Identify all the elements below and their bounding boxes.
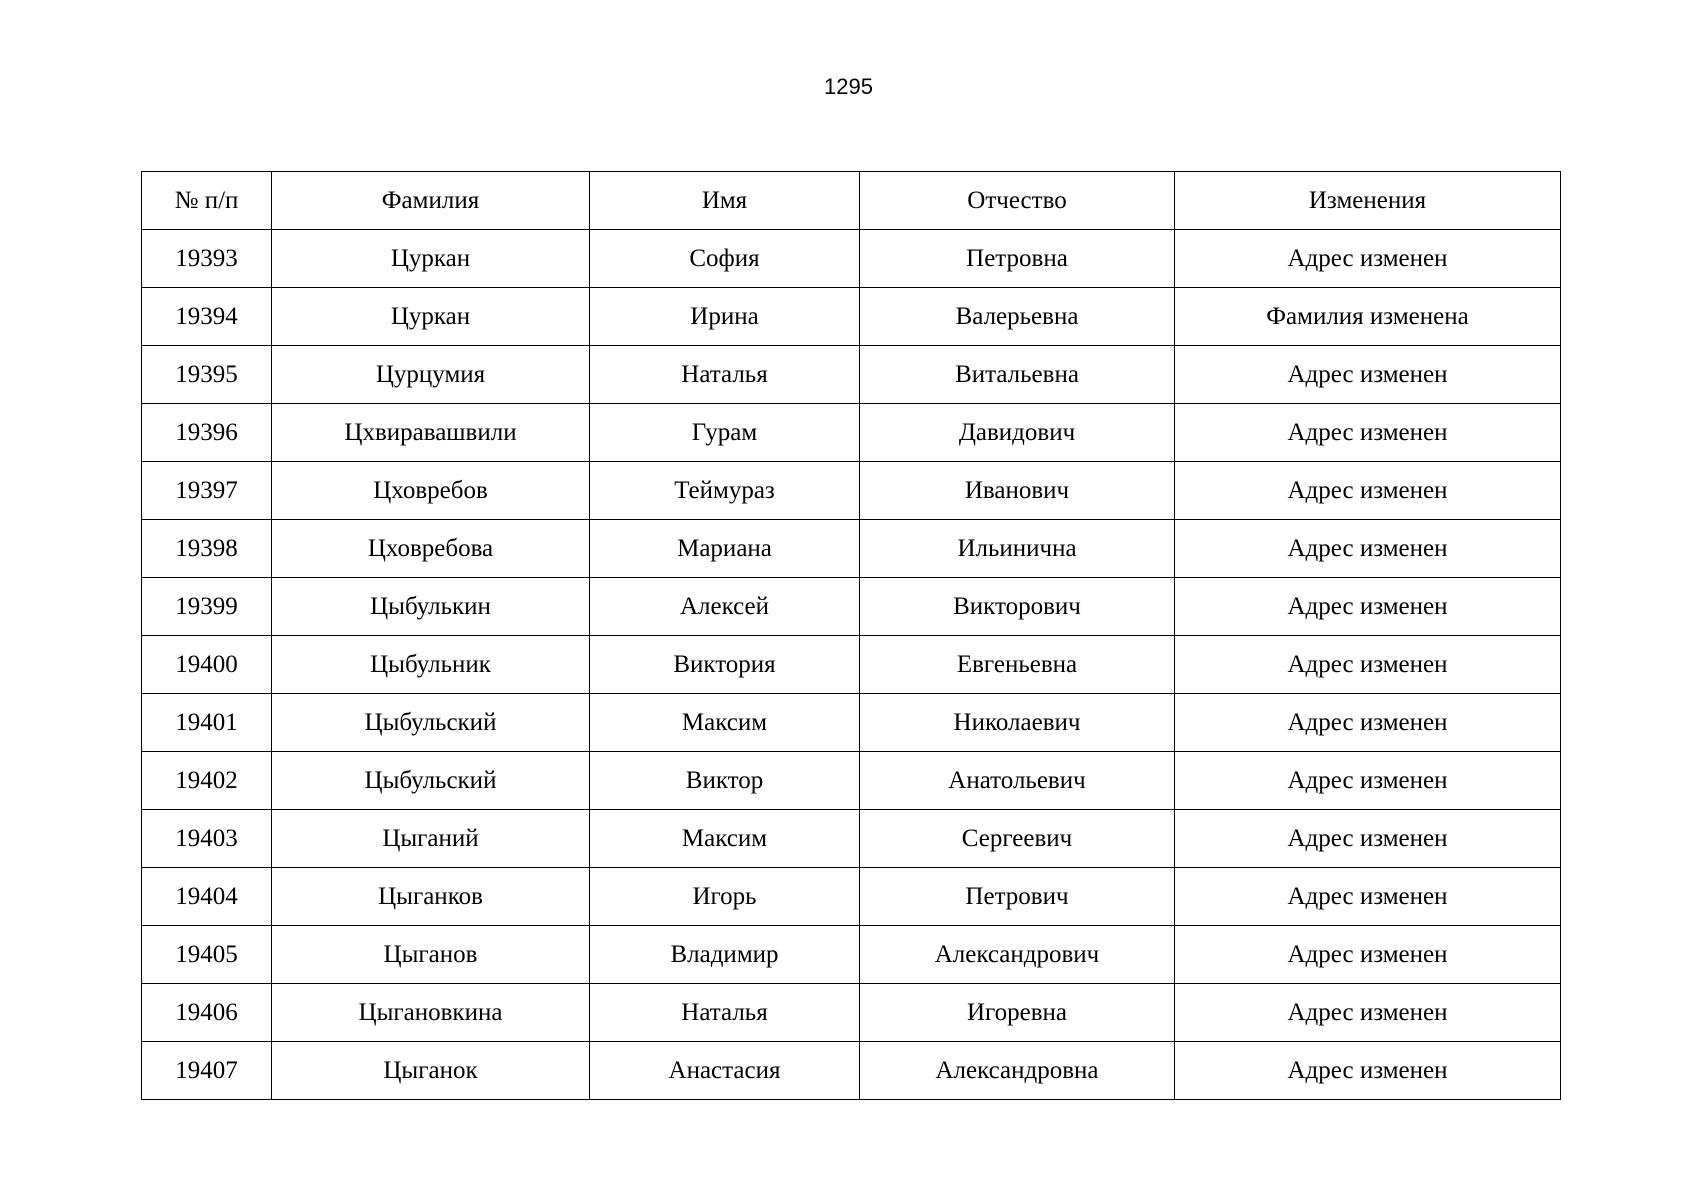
cell-last-name: Цурцумия — [272, 346, 590, 404]
page-number: 1295 — [824, 74, 873, 99]
cell-changes: Адрес изменен — [1175, 404, 1561, 462]
cell-last-name: Цыбульский — [272, 694, 590, 752]
cell-patronymic: Евгеньевна — [860, 636, 1175, 694]
cell-changes: Адрес изменен — [1175, 926, 1561, 984]
registry-table — [141, 171, 1561, 1100]
cell-changes: Адрес изменен — [1175, 1042, 1561, 1100]
cell-first-name: София — [590, 230, 860, 288]
column-header-first-name: Имя — [590, 172, 860, 230]
table-row — [142, 404, 1561, 462]
cell-last-name: Цуркан — [272, 288, 590, 346]
cell-patronymic: Николаевич — [860, 694, 1175, 752]
cell-patronymic: Ильинична — [860, 520, 1175, 578]
cell-number: 19400 — [142, 636, 272, 694]
cell-changes: Адрес изменен — [1175, 810, 1561, 868]
cell-patronymic: Валерьевна — [860, 288, 1175, 346]
cell-patronymic: Игоревна — [860, 984, 1175, 1042]
cell-first-name: Ирина — [590, 288, 860, 346]
table-row — [142, 346, 1561, 404]
cell-patronymic: Давидович — [860, 404, 1175, 462]
cell-last-name: Цыганий — [272, 810, 590, 868]
cell-changes: Адрес изменен — [1175, 462, 1561, 520]
cell-number: 19402 — [142, 752, 272, 810]
cell-changes: Адрес изменен — [1175, 868, 1561, 926]
cell-last-name: Цыбульник — [272, 636, 590, 694]
cell-patronymic: Иванович — [860, 462, 1175, 520]
cell-patronymic: Витальевна — [860, 346, 1175, 404]
table-header — [142, 172, 1561, 230]
cell-first-name: Наталья — [590, 984, 860, 1042]
cell-number: 19401 — [142, 694, 272, 752]
table-row — [142, 810, 1561, 868]
cell-last-name: Цыгановкина — [272, 984, 590, 1042]
cell-patronymic: Александровна — [860, 1042, 1175, 1100]
cell-first-name: Максим — [590, 694, 860, 752]
cell-first-name: Виктория — [590, 636, 860, 694]
table-row — [142, 230, 1561, 288]
table-body — [142, 230, 1561, 1100]
cell-number: 19394 — [142, 288, 272, 346]
cell-first-name: Гурам — [590, 404, 860, 462]
cell-number: 19396 — [142, 404, 272, 462]
cell-number: 19399 — [142, 578, 272, 636]
cell-number: 19404 — [142, 868, 272, 926]
table-row — [142, 578, 1561, 636]
cell-first-name: Виктор — [590, 752, 860, 810]
cell-number: 19405 — [142, 926, 272, 984]
cell-patronymic: Александрович — [860, 926, 1175, 984]
cell-first-name: Теймураз — [590, 462, 860, 520]
table-row — [142, 520, 1561, 578]
table-row — [142, 288, 1561, 346]
cell-first-name: Максим — [590, 810, 860, 868]
table-row — [142, 1042, 1561, 1100]
cell-first-name: Алексей — [590, 578, 860, 636]
cell-patronymic: Сергеевич — [860, 810, 1175, 868]
cell-last-name: Цховребова — [272, 520, 590, 578]
cell-last-name: Цыбульский — [272, 752, 590, 810]
cell-last-name: Цыганок — [272, 1042, 590, 1100]
cell-number: 19407 — [142, 1042, 272, 1100]
cell-changes: Адрес изменен — [1175, 578, 1561, 636]
cell-changes: Адрес изменен — [1175, 694, 1561, 752]
column-header-last-name: Фамилия — [272, 172, 590, 230]
table-row — [142, 636, 1561, 694]
cell-patronymic: Викторович — [860, 578, 1175, 636]
cell-changes: Адрес изменен — [1175, 984, 1561, 1042]
cell-patronymic: Анатольевич — [860, 752, 1175, 810]
table-row — [142, 868, 1561, 926]
header-row — [142, 172, 1561, 230]
table-row — [142, 752, 1561, 810]
cell-changes: Адрес изменен — [1175, 636, 1561, 694]
cell-last-name: Цыганов — [272, 926, 590, 984]
cell-changes: Фамилия изменена — [1175, 288, 1561, 346]
cell-number: 19406 — [142, 984, 272, 1042]
cell-first-name: Анастасия — [590, 1042, 860, 1100]
cell-number: 19395 — [142, 346, 272, 404]
column-header-patronymic: Отчество — [860, 172, 1175, 230]
cell-changes: Адрес изменен — [1175, 230, 1561, 288]
cell-last-name: Цуркан — [272, 230, 590, 288]
cell-changes: Адрес изменен — [1175, 520, 1561, 578]
cell-last-name: Цыбулькин — [272, 578, 590, 636]
cell-number: 19393 — [142, 230, 272, 288]
cell-number: 19398 — [142, 520, 272, 578]
cell-last-name: Цховребов — [272, 462, 590, 520]
cell-number: 19403 — [142, 810, 272, 868]
cell-patronymic: Петровна — [860, 230, 1175, 288]
column-header-changes: Изменения — [1175, 172, 1561, 230]
cell-number: 19397 — [142, 462, 272, 520]
cell-first-name: Наталья — [590, 346, 860, 404]
cell-last-name: Цхвиравашвили — [272, 404, 590, 462]
table-row — [142, 926, 1561, 984]
table-row — [142, 694, 1561, 752]
cell-first-name: Мариана — [590, 520, 860, 578]
cell-first-name: Игорь — [590, 868, 860, 926]
cell-changes: Адрес изменен — [1175, 346, 1561, 404]
cell-first-name: Владимир — [590, 926, 860, 984]
table-row — [142, 984, 1561, 1042]
table-row — [142, 462, 1561, 520]
cell-patronymic: Петрович — [860, 868, 1175, 926]
cell-changes: Адрес изменен — [1175, 752, 1561, 810]
cell-last-name: Цыганков — [272, 868, 590, 926]
column-header-number: № п/п — [142, 172, 272, 230]
